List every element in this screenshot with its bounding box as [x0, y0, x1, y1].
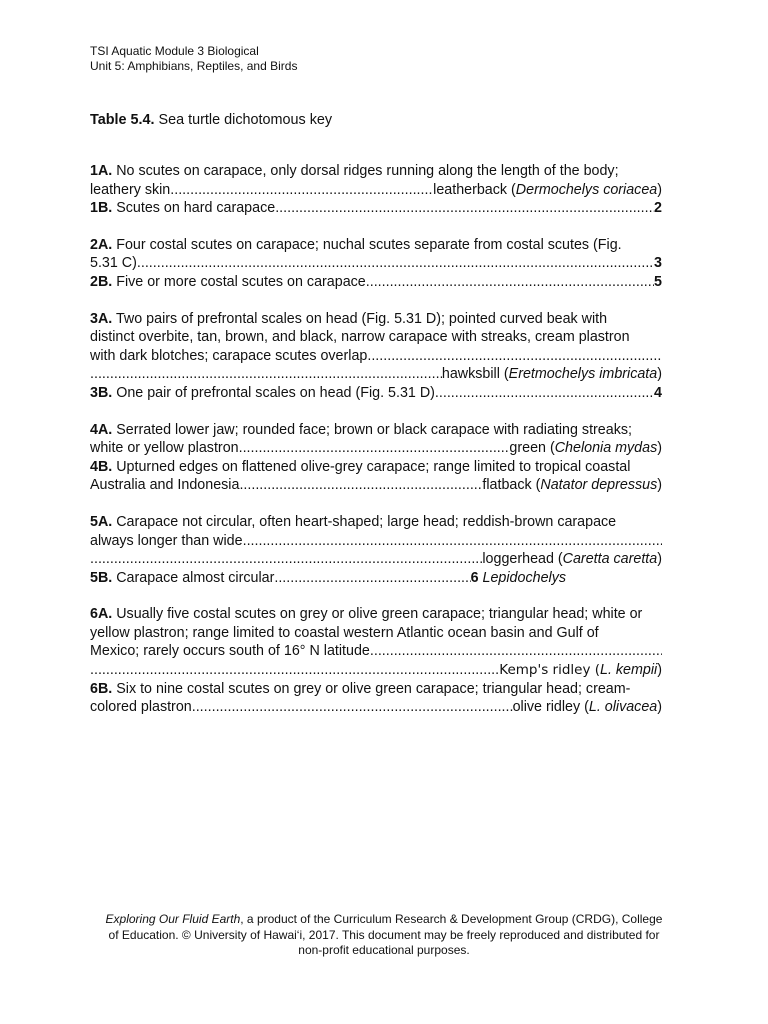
key-code: 1A. [90, 163, 113, 179]
key-entry-4b-line2: Australia and Indonesia ..... flatback (Natator depressus) [90, 476, 662, 495]
leader-dots [274, 569, 470, 588]
key-entry-5a-line1: 5A. Carapace not circular, often heart-shaped; large head; reddish-brown carapace [90, 513, 617, 530]
key-code: 5A. [90, 513, 113, 530]
key-result: olive ridley (L. olivacea) [512, 699, 662, 716]
couplet-4 [90, 421, 662, 495]
table-label: Table 5.4. [90, 112, 155, 128]
genus-name: Lepidochelys [482, 569, 566, 586]
key-entry-6a-result [90, 661, 662, 680]
leader-dots [275, 199, 654, 218]
key-goto: 4 [654, 384, 662, 401]
book-title: Exploring Our Fluid Earth [105, 912, 241, 926]
key-entry-1a-line2: leathery skin ..... leatherback (Dermochelys coriacea) [90, 181, 662, 200]
key-entry-3a-line1: 3A. Two pairs of prefrontal scales on head (Fig. 5.31 D); pointed curved beak with [90, 310, 608, 327]
key-goto: 6 [470, 569, 479, 586]
leader-dots [239, 476, 482, 495]
leader-dots [90, 661, 499, 680]
leader-dots [367, 347, 662, 366]
key-entry-5a-result [90, 550, 662, 569]
key-result: flatback (Natator depressus) [482, 477, 662, 494]
table-title [90, 112, 332, 128]
leader-dots [239, 439, 510, 458]
key-entry-3a-line3: with dark blotches; carapace scutes overlap ..... [90, 347, 662, 366]
footer-line-2: of Education. © University of Hawai‘i, 2017. This document may be freely reproduced and distributed for [108, 927, 660, 942]
key-result: green (Chelonia mydas) [509, 440, 662, 457]
leader-dots [370, 642, 662, 661]
key-code: 4A. [90, 421, 113, 438]
page-header [90, 44, 297, 74]
key-entry-1b: 1B. Scutes on hard carapace ..... 2 [90, 199, 662, 218]
leader-dots [243, 532, 662, 551]
leader-dots [137, 254, 654, 273]
key-code: 3B. [90, 384, 113, 401]
couplet-1 [90, 162, 662, 218]
leader-dots [90, 365, 442, 384]
key-entry-1a-line1: 1A. No scutes on carapace, only dorsal ridges running along the length of the body; [90, 163, 619, 179]
key-code: 5B. [90, 569, 113, 586]
key-goto: 5 [654, 273, 662, 290]
key-result: Kemp's ridley (L. kempii) [499, 662, 662, 679]
leader-dots [90, 550, 482, 569]
couplet-5 [90, 513, 662, 587]
footer-line-1: Exploring Our Fluid Earth, a product of the Curriculum Research & Development Group (CRDG), College [105, 912, 663, 926]
leader-dots [366, 273, 654, 292]
couplet-2 [90, 236, 662, 292]
key-code: 2A. [90, 236, 113, 253]
key-entry-2a-line1: 2A. Four costal scutes on carapace; nuchal scutes separate from costal scutes (Fig. [90, 236, 622, 253]
key-entry-3b: 3B. One pair of prefrontal scales on head (Fig. 5.31 D) ..... 4 [90, 384, 662, 403]
key-entry-2a-line2: 5.31 C) ..... 3 [90, 254, 662, 273]
key-entry-5b: 5B. Carapace almost circular ..... 6 Lepidochelys [90, 569, 662, 588]
key-entry-3a-line2: distinct overbite, tan, brown, and black, narrow carapace with streaks, cream plastron [90, 329, 630, 346]
couplet-3 [90, 310, 662, 403]
leader-dots [192, 698, 513, 717]
key-code: 2B. [90, 273, 113, 290]
key-entry-6b-line2: colored plastron ..... olive ridley (L. olivacea) [90, 698, 662, 717]
key-entry-4b-line1: 4B. Upturned edges on flattened olive-grey carapace; range limited to tropical coastal [90, 458, 631, 475]
key-entry-3a-result [90, 365, 662, 384]
key-result: leatherback (Dermochelys coriacea) [433, 181, 662, 198]
table-caption: Sea turtle dichotomous key [158, 112, 333, 128]
leader-dots [435, 384, 654, 403]
dichotomous-key [90, 162, 662, 735]
key-result: hawksbill (Eretmochelys imbricata) [441, 366, 662, 383]
key-entry-2b: 2B. Five or more costal scutes on carapace ..... 5 [90, 273, 662, 292]
header-unit-line: Unit 5: Amphibians, Reptiles, and Birds [90, 59, 298, 73]
key-result: loggerhead (Caretta caretta) [482, 551, 662, 568]
key-code: 3A. [90, 310, 113, 327]
header-module-line: TSI Aquatic Module 3 Biological [90, 44, 259, 58]
key-entry-6a-line2: yellow plastron; range limited to coastal western Atlantic ocean basin and Gulf of [90, 624, 599, 641]
couplet-6 [90, 605, 662, 717]
key-code: 6B. [90, 680, 113, 697]
key-goto: 3 [654, 255, 662, 272]
leader-dots [170, 181, 433, 200]
key-entry-6a-line3: Mexico; rarely occurs south of 16° N latitude ..... [90, 642, 662, 661]
key-code: 1B. [90, 200, 113, 217]
key-entry-6a-line1: 6A. Usually five costal scutes on grey or olive green carapace; triangular head; white or [90, 606, 643, 623]
key-entry-6b-line1: 6B. Six to nine costal scutes on grey or olive green carapace; triangular head; cream- [90, 680, 631, 697]
page-footer [80, 912, 688, 959]
key-code: 4B. [90, 458, 113, 475]
key-entry-4a-line2: white or yellow plastron ..... green (Chelonia mydas) [90, 439, 662, 458]
footer-line-3: non-profit educational purposes. [298, 943, 470, 957]
key-code: 6A. [90, 606, 113, 623]
key-entry-5a-line2: always longer than wide ..... [90, 532, 662, 551]
key-goto: 2 [654, 200, 662, 217]
key-entry-4a-line1: 4A. Serrated lower jaw; rounded face; brown or black carapace with radiating streaks; [90, 421, 632, 438]
